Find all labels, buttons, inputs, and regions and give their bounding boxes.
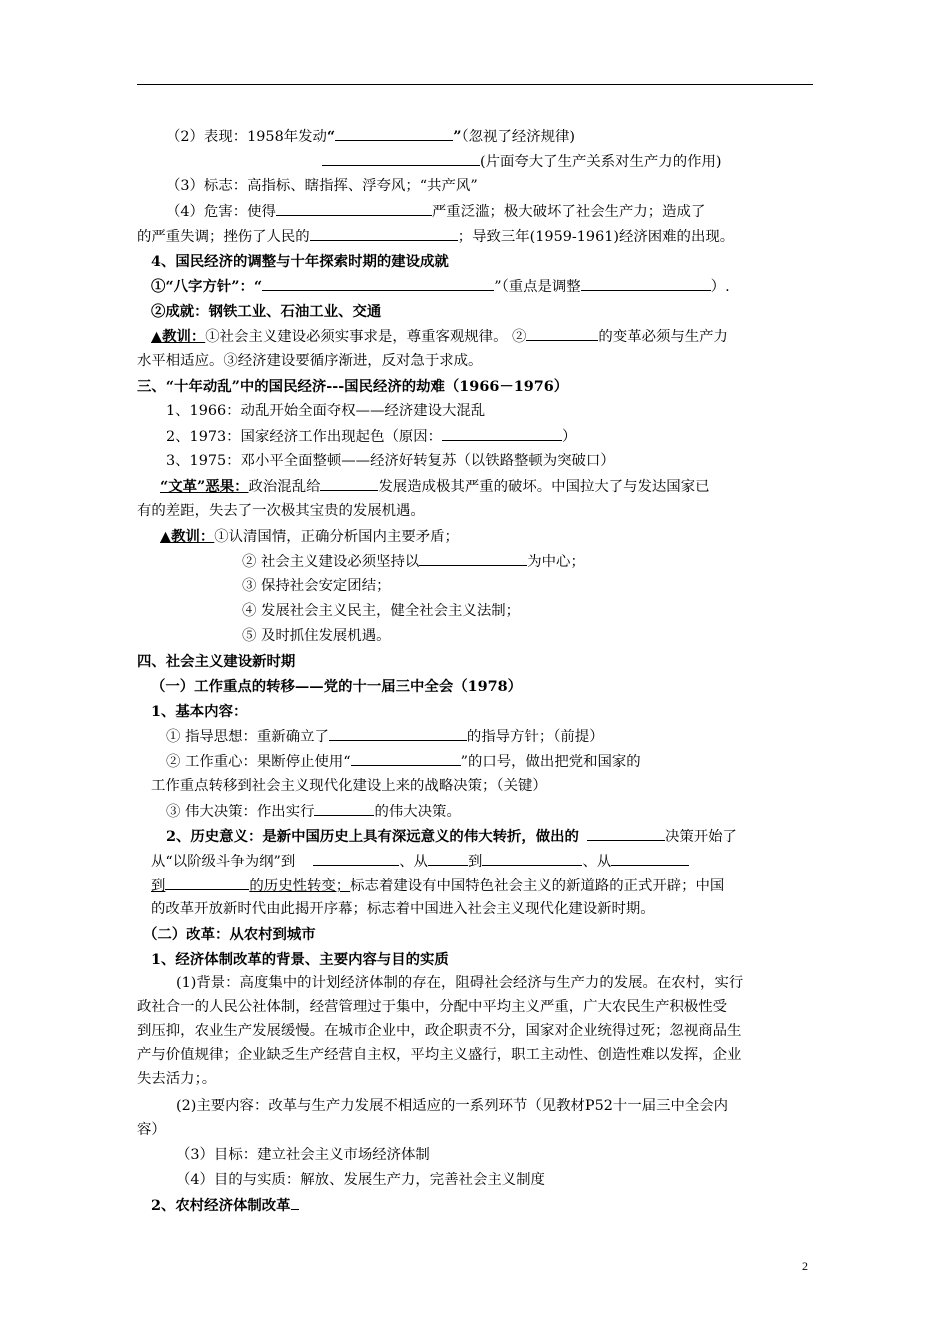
- line-1975: 3、1975：邓小平全面整顿——经济好转复苏（以铁路整顿为突破口）: [166, 453, 615, 469]
- line-culture-rev-2: 有的差距，失去了一次极其宝贵的发展机遇。: [137, 503, 425, 519]
- blank: [320, 477, 378, 491]
- para-goal: （3）目标：建立社会主义市场经济体制: [176, 1147, 430, 1163]
- heading-reform-bg: 1、经济体制改革的背景、主要内容与目的实质: [151, 951, 449, 968]
- blank: [314, 802, 374, 816]
- line-lesson: ▲教训：①社会主义建设必须实事求是，尊重客观规律。 ② 的变革必须与生产力: [151, 328, 728, 345]
- blank: [276, 202, 432, 216]
- line-focus-2: 工作重点转移到社会主义现代化建设上来的战略决策；（关键）: [151, 778, 547, 794]
- blank: [428, 852, 468, 866]
- para-bg-5: 失去活力；。: [137, 1071, 217, 1087]
- heading-3: 三、“十年动乱”中的国民经济---国民经济的劫难（1966－1976）: [137, 378, 569, 395]
- blank: [313, 852, 399, 866]
- line-lesson-2: 水平相适应。③经济建设要循序渐进，反对急于求成。: [137, 353, 483, 369]
- line-significance-4: 的改革开放新时代由此揭开序幕；标志着中国进入社会主义现代化建设新时期。: [151, 901, 655, 917]
- line-lesson-b: ▲教训：①认清国情，正确分析国内主要矛盾；: [160, 528, 459, 545]
- line-eight-char: ①“八字方针”：“ ”（重点是调整 ）.: [151, 278, 730, 295]
- blank: [526, 327, 598, 341]
- line-1973: 2、1973：国家经济工作出现起色（原因： ）: [166, 429, 577, 445]
- line-1966: 1、1966：动乱开始全面夺权——经济建设大混乱: [166, 403, 486, 419]
- para-bg-3: 到压抑，农业生产发展缓慢。在城市企业中，政企职责不分，国家对企业统得过死；忽视商品生: [137, 1023, 742, 1039]
- line-lesson-b2: ② 社会主义建设必须坚持以 为中心；: [242, 554, 585, 570]
- heading-four: 四、社会主义建设新时期: [137, 653, 296, 670]
- line-manifestation-2: (片面夸大了生产关系对生产力的作用): [322, 152, 721, 172]
- page-number: 2: [802, 1259, 808, 1273]
- heading-4: 4、国民经济的调整与十年探索时期的建设成就: [151, 253, 449, 270]
- blank: [419, 552, 527, 566]
- blank: [322, 152, 480, 166]
- line-manifestation: （2）表现：1958年发动“ ”（忽视了经济规律): [166, 128, 576, 145]
- blank: [587, 827, 665, 841]
- header-rule: [137, 84, 813, 85]
- line-decision: ③ 伟大决策：作出实行 的伟大决策。: [166, 804, 461, 820]
- blank: [482, 852, 582, 866]
- line-lesson-b5: ⑤ 及时抓住发展机遇。: [242, 628, 391, 644]
- line-culture-rev: “文革”恶果：政治混乱给 发展造成极其严重的破坏。中国拉大了与发达国家已: [160, 478, 710, 495]
- para-content-1: (2)主要内容：改革与生产力发展不相适应的一系列环节（见教材P52十一届三中全会内: [176, 1098, 729, 1114]
- blank: [165, 876, 249, 890]
- para-purpose: （4）目的与实质：解放、发展生产力，完善社会主义制度: [176, 1172, 545, 1188]
- blank: [262, 277, 494, 291]
- heading-basic-content: 1、基本内容：: [151, 703, 248, 720]
- para-bg-1: (1)背景：高度集中的计划经济体制的存在，阻碍社会经济与生产力的发展。在农村，实行: [176, 975, 744, 991]
- blank: [611, 852, 689, 866]
- blank: [442, 427, 562, 441]
- heading-rural-reform: 2、农村经济体制改革: [151, 1196, 299, 1215]
- line-guiding: ① 指导思想：重新确立了 的指导方针；（前提）: [166, 729, 604, 745]
- line-lesson-b3: ③ 保持社会安定团结；: [242, 578, 391, 594]
- line-achievement: ②成就：钢铁工业、石油工业、交通: [151, 303, 382, 320]
- line-significance: 2、历史意义：是新中国历史上具有深远意义的伟大转折，做出的 决策开始了: [166, 828, 737, 845]
- blank: [581, 277, 711, 291]
- line-lesson-b4: ④ 发展社会主义民主，健全社会主义法制；: [242, 603, 520, 619]
- para-content-2: 容）: [137, 1122, 166, 1138]
- line-significance-3: 到 的历史性转变；标志着建设有中国特色社会主义的新道路的正式开辟；中国: [151, 878, 725, 894]
- blank: [335, 127, 453, 141]
- heading-four-1: （一）工作重点的转移——党的十一届三中全会（1978）: [151, 678, 523, 695]
- para-bg-2: 政社合一的人民公社体制，经营管理过于集中，分配中平均主义严重，广大农民生产积极性受: [137, 999, 728, 1015]
- line-sign: （3）标志：高指标、瞎指挥、浮夸风；“共产风”: [166, 178, 478, 194]
- line-focus: ② 工作重心：果断停止使用“ ”的口号，做出把党和国家的: [166, 754, 641, 770]
- para-bg-4: 产与价值规律；企业缺乏生产经营自主权，平均主义盛行，职工主动性、创造性难以发挥，企业: [137, 1047, 742, 1063]
- blank: [329, 727, 467, 741]
- line-harm-2: 的严重失调；挫伤了人民的 ；导致三年(1959-1961)经济困难的出现。: [137, 229, 735, 245]
- blank: [351, 752, 461, 766]
- line-significance-2: 从“以阶级斗争为纲”到 、从 到 、从: [151, 852, 689, 872]
- blank: [291, 1196, 299, 1210]
- blank: [310, 227, 458, 241]
- heading-four-2: （二）改革：从农村到城市: [143, 926, 316, 943]
- line-harm: （4）危害：使得 严重泛滥；极大破坏了社会生产力；造成了: [166, 204, 706, 220]
